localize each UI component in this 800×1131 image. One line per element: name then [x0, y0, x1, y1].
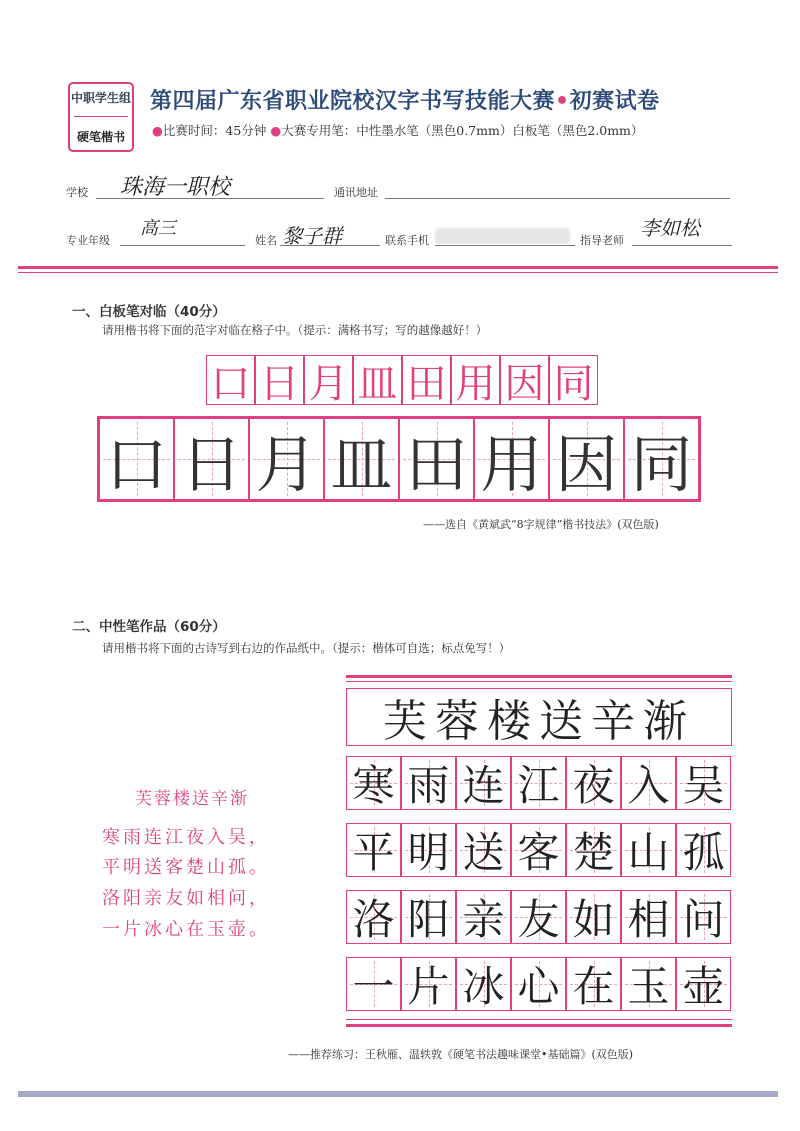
phone-field[interactable]: [435, 245, 575, 246]
teacher-line: [632, 245, 732, 246]
poem-title: 芙蓉楼送辛渐: [135, 789, 249, 809]
work-row: [346, 823, 731, 877]
grade-label: 专业年级: [66, 234, 110, 247]
work-cell[interactable]: 一: [346, 957, 401, 1011]
work-cell[interactable]: 亲: [456, 890, 511, 944]
section2-title: 二、中性笔作品（60分）: [72, 619, 226, 635]
copy-cell[interactable]: 同: [624, 418, 699, 500]
category-badge: [68, 82, 134, 152]
poem-line: 寒雨连江夜入吴，: [102, 827, 270, 848]
footer-divider: [18, 1091, 778, 1097]
work-cell[interactable]: 寒: [346, 756, 401, 810]
grade-field[interactable]: 高三: [140, 218, 176, 239]
bullet-icon: ●: [270, 123, 282, 138]
copy-cell[interactable]: 日: [174, 418, 249, 500]
badge-divider: [74, 116, 128, 117]
header-divider-thin: [18, 272, 778, 273]
model-char: 月: [304, 355, 353, 405]
title-tail: 初赛试卷: [569, 89, 660, 114]
subtitle-pens: 大赛专用笔：中性墨水笔（黑色0.7mm）白板笔（黑色2.0mm）: [281, 123, 644, 138]
work-cell[interactable]: 客: [511, 823, 566, 877]
title-main: 第四届广东省职业院校汉字书写技能大赛: [150, 89, 556, 114]
work-cell[interactable]: 阳: [401, 890, 456, 944]
badge-group: 中职学生组: [70, 91, 131, 106]
work-cell[interactable]: 冰: [456, 957, 511, 1011]
phone-label: 联系手机: [385, 234, 429, 247]
work-cell[interactable]: 问: [676, 890, 731, 944]
title-dot: •: [555, 89, 570, 114]
section1-caption: ——选自《黄斌武“8字规律”楷书技法》(双色版): [423, 518, 659, 531]
model-char: 口: [206, 355, 255, 405]
work-cell[interactable]: 孤: [676, 823, 731, 877]
work-row: [346, 890, 731, 944]
model-char: 皿: [353, 355, 402, 405]
subtitle: [152, 121, 643, 139]
school-field[interactable]: 珠海一职校: [120, 175, 231, 200]
copy-grid: [97, 416, 701, 502]
work-cell[interactable]: 相: [621, 890, 676, 944]
poem-line: 洛阳亲友如相问，: [102, 888, 270, 909]
work-cell[interactable]: 入: [621, 756, 676, 810]
model-char-row: [206, 355, 598, 405]
phone-redacted: [435, 228, 570, 244]
section1-instruction: 请用楷书将下面的范字对临在格子中。（提示：满格书写；写的越像越好！）: [102, 323, 488, 337]
paper-bottom-bar-thin: [346, 1019, 732, 1020]
copy-cell[interactable]: 田: [399, 418, 474, 500]
header-divider: [18, 266, 778, 269]
badge-style: 硬笔楷书: [76, 129, 125, 144]
subtitle-time: 比赛时间：45分钟: [162, 123, 267, 138]
school-label: 学校: [66, 186, 88, 199]
address-field[interactable]: [385, 198, 730, 199]
work-cell[interactable]: 如: [566, 890, 621, 944]
work-title-cell[interactable]: 芙蓉楼送辛渐: [346, 688, 732, 746]
section1-title: 一、白板笔对临（40分）: [72, 304, 226, 320]
work-cell[interactable]: 平: [346, 823, 401, 877]
poem-line: 平明送客楚山孤。: [102, 857, 270, 878]
copy-cell[interactable]: 口: [99, 418, 174, 500]
work-row: [346, 957, 731, 1011]
copy-cell[interactable]: 因: [549, 418, 624, 500]
model-char: 同: [549, 355, 598, 405]
work-cell[interactable]: 山: [621, 823, 676, 877]
copy-cell[interactable]: 用: [474, 418, 549, 500]
work-cell[interactable]: 洛: [346, 890, 401, 944]
section2-caption: ——推荐练习：王秋雁、温轶敦《硬笔书法趣味课堂•基础篇》(双色版): [288, 1048, 634, 1061]
work-cell[interactable]: 在: [566, 957, 621, 1011]
model-char: 用: [451, 355, 500, 405]
paper-top-bar: [346, 675, 732, 678]
work-cell[interactable]: 心: [511, 957, 566, 1011]
page-title: [150, 84, 660, 115]
model-char: 日: [255, 355, 304, 405]
paper-bottom-bar: [346, 1024, 732, 1027]
work-cell[interactable]: 楚: [566, 823, 621, 877]
copy-cell[interactable]: 皿: [324, 418, 399, 500]
teacher-label: 指导老师: [580, 234, 624, 247]
model-char: 田: [402, 355, 451, 405]
copy-cell[interactable]: 月: [249, 418, 324, 500]
grade-line: [120, 245, 245, 246]
section2-instruction: 请用楷书将下面的古诗写到右边的作品纸中。（提示：楷体可自选；标点免写！）: [102, 641, 511, 655]
work-cell[interactable]: 吴: [676, 756, 731, 810]
work-cell[interactable]: 夜: [566, 756, 621, 810]
work-cell[interactable]: 连: [456, 756, 511, 810]
work-cell[interactable]: 江: [511, 756, 566, 810]
paper-top-bar-thin: [346, 681, 732, 682]
work-cell[interactable]: 壶: [676, 957, 731, 1011]
work-cell[interactable]: 送: [456, 823, 511, 877]
poem-line: 一片冰心在玉壶。: [102, 919, 270, 940]
model-char: 因: [500, 355, 549, 405]
name-label: 姓名: [255, 234, 277, 247]
work-cell[interactable]: 片: [401, 957, 456, 1011]
work-row: [346, 756, 731, 810]
work-cell[interactable]: 雨: [401, 756, 456, 810]
name-field[interactable]: 黎子群: [282, 224, 342, 248]
work-cell[interactable]: 友: [511, 890, 566, 944]
teacher-field[interactable]: 李如松: [640, 216, 700, 240]
bullet-icon: ●: [152, 123, 163, 138]
work-title-row: [346, 688, 732, 746]
work-cell[interactable]: 玉: [621, 957, 676, 1011]
address-label: 通讯地址: [334, 186, 378, 199]
work-cell[interactable]: 明: [401, 823, 456, 877]
